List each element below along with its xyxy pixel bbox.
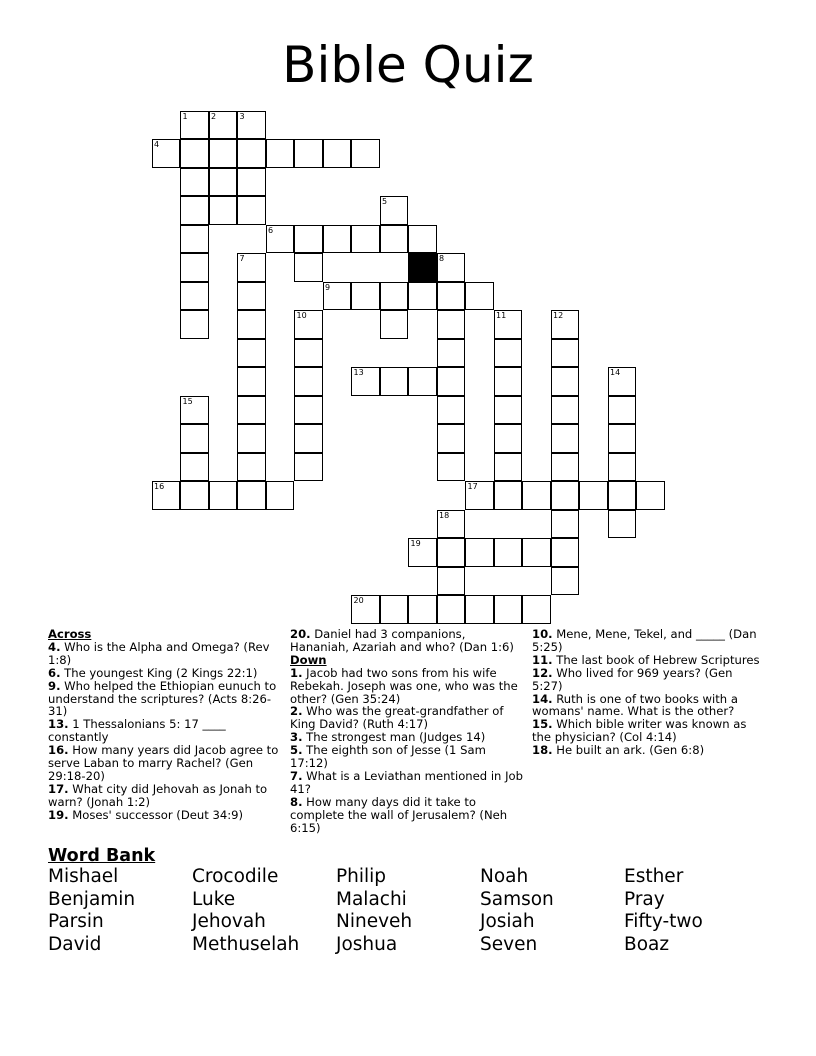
word-bank-item: Parsin: [48, 911, 104, 933]
grid-cell[interactable]: [437, 567, 466, 596]
grid-cell[interactable]: [237, 253, 266, 282]
grid-cell[interactable]: [551, 424, 580, 453]
grid-cell[interactable]: [209, 111, 238, 140]
grid-cell[interactable]: [608, 424, 637, 453]
grid-cell[interactable]: [237, 196, 266, 225]
word-bank-item: Philip: [336, 866, 387, 887]
clue-across-20: [290, 628, 526, 654]
clue-text: How many days did it take to complete the wall of Jerusalem? (Neh 6:15): [290, 794, 508, 835]
clue-number-label: 2: [211, 111, 217, 121]
clue-number: 7.: [290, 768, 303, 783]
clues-column-2: [290, 628, 526, 835]
grid-cell[interactable]: [608, 396, 637, 425]
grid-cell[interactable]: [551, 310, 580, 339]
grid-cell[interactable]: [180, 225, 209, 254]
grid-cell[interactable]: [294, 225, 323, 254]
grid-cell[interactable]: [380, 367, 409, 396]
clue-number-label: 8: [439, 254, 445, 263]
grid-cell[interactable]: [294, 424, 323, 453]
grid-cell[interactable]: [237, 282, 266, 311]
clue-number-label: 7: [239, 254, 245, 263]
across-header: Across: [48, 627, 92, 641]
grid-cell[interactable]: [465, 282, 494, 311]
clue-down-12: [532, 667, 762, 693]
word-bank-item: Luke: [192, 888, 236, 910]
clue-number: 1.: [290, 665, 303, 680]
clue-number-label: 17: [467, 482, 478, 491]
clue-down-15: [532, 718, 762, 744]
clue-number: 18.: [532, 743, 553, 758]
clue-text: 1 Thessalonians 5: 17 ____ constantly: [48, 717, 226, 745]
clue-number: 11.: [532, 652, 553, 667]
clue-text: The youngest King (2 Kings 22:1): [64, 665, 258, 680]
clue-text: Ruth is one of two books with a womans' name. What is the other?: [532, 691, 738, 719]
grid-cell[interactable]: [494, 481, 523, 510]
grid-cell[interactable]: [380, 595, 409, 624]
clue-text: What city did Jehovah as Jonah to warn? (Jonah 1:2): [48, 781, 268, 809]
down-header: Down: [290, 652, 327, 667]
grid-cell[interactable]: [551, 481, 580, 510]
clue-number: 19.: [48, 807, 69, 822]
grid-cell[interactable]: [551, 510, 580, 539]
word-bank-item: Crocodile: [192, 866, 279, 887]
grid-cell[interactable]: [465, 481, 494, 510]
grid-cell[interactable]: [437, 367, 466, 396]
clue-number-label: 1: [182, 111, 188, 121]
clue-number: 14.: [532, 691, 553, 706]
grid-cell[interactable]: [152, 481, 181, 510]
clue-number-label: 20: [353, 596, 364, 605]
word-bank-item: Joshua: [336, 933, 398, 955]
grid-cell[interactable]: [437, 310, 466, 339]
grid-cell[interactable]: [294, 310, 323, 339]
grid-cell[interactable]: [437, 339, 466, 368]
grid-cell[interactable]: [494, 310, 523, 339]
grid-cell[interactable]: [351, 225, 380, 254]
clues-column-1: [48, 628, 280, 822]
clues-column-3: [532, 628, 762, 757]
grid-cell[interactable]: [437, 595, 466, 624]
clue-text: Who helped the Ethiopian eunuch to understand the scriptures? (Acts 8:26-31): [48, 678, 277, 719]
grid-cell[interactable]: [494, 339, 523, 368]
clue-text: Which bible writer was known as the physician? (Col 4:14): [532, 717, 747, 745]
grid-cell[interactable]: [437, 538, 466, 567]
grid-cell[interactable]: [237, 168, 266, 197]
grid-cell[interactable]: [380, 310, 409, 339]
clue-number-label: 16: [154, 482, 165, 491]
word-bank-item: Esther: [624, 866, 684, 887]
clue-number: 5.: [290, 743, 303, 758]
grid-cell[interactable]: [294, 367, 323, 396]
grid-cell[interactable]: [294, 139, 323, 168]
grid-cell[interactable]: [180, 196, 209, 225]
grid-cell[interactable]: [237, 310, 266, 339]
grid-cell[interactable]: [351, 595, 380, 624]
grid-cell[interactable]: [551, 538, 580, 567]
clue-number: 10.: [532, 627, 553, 641]
grid-cell[interactable]: [323, 139, 352, 168]
grid-cell[interactable]: [494, 367, 523, 396]
grid-cell[interactable]: [437, 396, 466, 425]
word-bank-item: Noah: [480, 866, 529, 887]
clue-text: Who is the Alpha and Omega? (Rev 1:8): [48, 639, 270, 667]
clue-number: 13.: [48, 717, 69, 732]
clue-number-label: 18: [439, 510, 450, 520]
word-bank-item: Seven: [480, 933, 538, 955]
clue-number-label: 19: [410, 539, 421, 548]
grid-cell[interactable]: [551, 453, 580, 482]
clue-text: He built an ark. (Gen 6:8): [556, 743, 705, 758]
grid-cell[interactable]: [209, 139, 238, 168]
word-bank-item: Benjamin: [48, 888, 136, 910]
grid-cell[interactable]: [180, 396, 209, 425]
grid-cell[interactable]: [237, 396, 266, 425]
grid-cell[interactable]: [437, 424, 466, 453]
grid-cell[interactable]: [636, 481, 665, 510]
clue-text: Who lived for 969 years? (Gen 5:27): [532, 665, 733, 693]
grid-cell[interactable]: [408, 595, 437, 624]
grid-cell[interactable]: [180, 111, 209, 140]
clue-text: Who was the great-grandfather of King David? (Ruth 4:17): [290, 704, 504, 732]
clue-number: 12.: [532, 665, 553, 680]
grid-cell[interactable]: [608, 453, 637, 482]
word-bank-item: Jehovah: [192, 911, 266, 933]
clue-number: 4.: [48, 639, 61, 654]
grid-cell[interactable]: [437, 510, 466, 539]
clue-text: Daniel had 3 companions, Hananiah, Azariah and who? (Dan 1:6): [290, 627, 514, 654]
clue-number: 20.: [290, 627, 311, 641]
grid-cell[interactable]: [551, 396, 580, 425]
grid-cell[interactable]: [494, 595, 523, 624]
clue-text: How many years did Jacob agree to serve Laban to marry Rachel? (Gen 29:18-20): [48, 743, 279, 783]
clue-down-14: [532, 693, 762, 719]
grid-cell[interactable]: [437, 453, 466, 482]
grid-cell[interactable]: [551, 567, 580, 596]
grid-cell[interactable]: [180, 481, 209, 510]
clue-number-label: 12: [553, 311, 564, 320]
grid-cell[interactable]: [551, 339, 580, 368]
clue-text: Mene, Mene, Tekel, and _____ (Dan 5:25): [532, 627, 757, 654]
clue-number-label: 9: [325, 282, 331, 292]
grid-cell[interactable]: [323, 282, 352, 311]
clue-number-label: 4: [154, 140, 160, 149]
grid-cell[interactable]: [522, 481, 551, 510]
clue-across-16: [48, 744, 280, 783]
grid-cell[interactable]: [608, 481, 637, 510]
grid-cell[interactable]: [494, 538, 523, 567]
grid-cell[interactable]: [351, 367, 380, 396]
word-bank: [48, 866, 768, 956]
clue-text: What is a Leviathan mentioned in Job 41?: [290, 768, 523, 796]
grid-cell[interactable]: [294, 253, 323, 282]
grid-cell[interactable]: [180, 424, 209, 453]
grid-cell[interactable]: [465, 538, 494, 567]
grid-cell[interactable]: [608, 510, 637, 539]
grid-cell[interactable]: [408, 538, 437, 567]
clue-number-label: 10: [296, 311, 307, 320]
clue-across-4: [48, 641, 280, 667]
grid-cell[interactable]: [380, 225, 409, 254]
grid-cell[interactable]: [237, 111, 266, 140]
clue-number: 3.: [290, 730, 303, 745]
grid-cell[interactable]: [294, 453, 323, 482]
clue-number: 15.: [532, 717, 553, 732]
grid-cell[interactable]: [522, 538, 551, 567]
grid-cell[interactable]: [237, 453, 266, 482]
grid-block: [408, 253, 437, 282]
grid-cell[interactable]: [180, 168, 209, 197]
grid-cell[interactable]: [408, 225, 437, 254]
word-bank-title: Word Bank: [48, 846, 156, 866]
clue-number: 8.: [290, 794, 303, 809]
word-bank-item: Mishael: [48, 866, 119, 887]
clue-text: The last book of Hebrew Scriptures: [556, 652, 760, 667]
clue-number-label: 11: [496, 311, 507, 320]
clue-down-18: [532, 744, 762, 757]
grid-cell[interactable]: [237, 481, 266, 510]
clue-across-13: [48, 718, 280, 744]
clue-down-7: [290, 770, 526, 796]
grid-cell[interactable]: [522, 595, 551, 624]
word-bank-item: Fifty-two: [624, 911, 703, 933]
grid-cell[interactable]: [180, 453, 209, 482]
grid-cell[interactable]: [408, 282, 437, 311]
grid-cell[interactable]: [180, 310, 209, 339]
clue-text: Jacob had two sons from his wife Rebekah. Joseph was one, who was the other? (Gen 35:24): [290, 665, 518, 706]
grid-cell[interactable]: [180, 139, 209, 168]
grid-cell[interactable]: [494, 396, 523, 425]
grid-cell[interactable]: [152, 139, 181, 168]
word-bank-item: Josiah: [480, 911, 535, 933]
grid-cell[interactable]: [408, 367, 437, 396]
clue-number-label: 15: [182, 396, 193, 406]
grid-cell[interactable]: [237, 339, 266, 368]
clue-across-9: [48, 680, 280, 719]
clue-across-19: [48, 809, 280, 822]
grid-cell[interactable]: [579, 481, 608, 510]
clue-number-label: 5: [382, 197, 388, 206]
clue-down-8: [290, 796, 526, 835]
grid-cell[interactable]: [494, 453, 523, 482]
clue-number-label: 3: [239, 111, 245, 121]
clue-down-2: [290, 705, 526, 731]
grid-cell[interactable]: [551, 367, 580, 396]
grid-cell[interactable]: [380, 196, 409, 225]
grid-cell[interactable]: [323, 225, 352, 254]
word-bank-item: Nineveh: [336, 911, 413, 933]
grid-cell[interactable]: [465, 595, 494, 624]
grid-cell[interactable]: [209, 196, 238, 225]
clue-down-10: [532, 628, 762, 654]
clue-number-label: 13: [353, 368, 364, 377]
grid-cell[interactable]: [266, 225, 295, 254]
grid-cell[interactable]: [351, 282, 380, 311]
clue-down-1: [290, 667, 526, 706]
clue-number-label: 6: [268, 225, 274, 235]
page-title: Bible Quiz: [282, 36, 534, 94]
word-bank-item: David: [48, 933, 102, 955]
grid-cell[interactable]: [380, 282, 409, 311]
grid-cell[interactable]: [437, 282, 466, 311]
word-bank-item: Pray: [624, 888, 665, 910]
grid-cell[interactable]: [237, 367, 266, 396]
grid-cell[interactable]: [237, 139, 266, 168]
clue-number-label: 14: [610, 368, 621, 377]
clue-text: The strongest man (Judges 14): [306, 730, 486, 745]
clue-number: 2.: [290, 704, 303, 719]
grid-cell[interactable]: [351, 139, 380, 168]
grid-cell[interactable]: [266, 139, 295, 168]
grid-cell[interactable]: [209, 481, 238, 510]
grid-cell[interactable]: [180, 253, 209, 282]
grid-cell[interactable]: [266, 481, 295, 510]
grid-cell[interactable]: [237, 424, 266, 453]
grid-cell[interactable]: [437, 253, 466, 282]
grid-cell[interactable]: [294, 396, 323, 425]
grid-cell[interactable]: [209, 168, 238, 197]
clue-number: 17.: [48, 781, 69, 796]
clue-number: 9.: [48, 678, 61, 693]
grid-cell[interactable]: [494, 424, 523, 453]
clue-text: The eighth son of Jesse (1 Sam 17:12): [290, 743, 486, 771]
grid-cell[interactable]: [180, 282, 209, 311]
word-bank-item: Boaz: [624, 933, 670, 955]
clue-number: 6.: [48, 665, 61, 680]
clue-across-17: [48, 783, 280, 809]
clue-number: 16.: [48, 743, 69, 758]
word-bank-item: Samson: [480, 888, 554, 910]
clue-down-5: [290, 744, 526, 770]
word-bank-item: Malachi: [336, 888, 407, 910]
grid-cell[interactable]: [608, 367, 637, 396]
grid-cell[interactable]: [294, 339, 323, 368]
word-bank-item: Methuselah: [192, 933, 300, 955]
clue-text: Moses' successor (Deut 34:9): [72, 807, 244, 822]
